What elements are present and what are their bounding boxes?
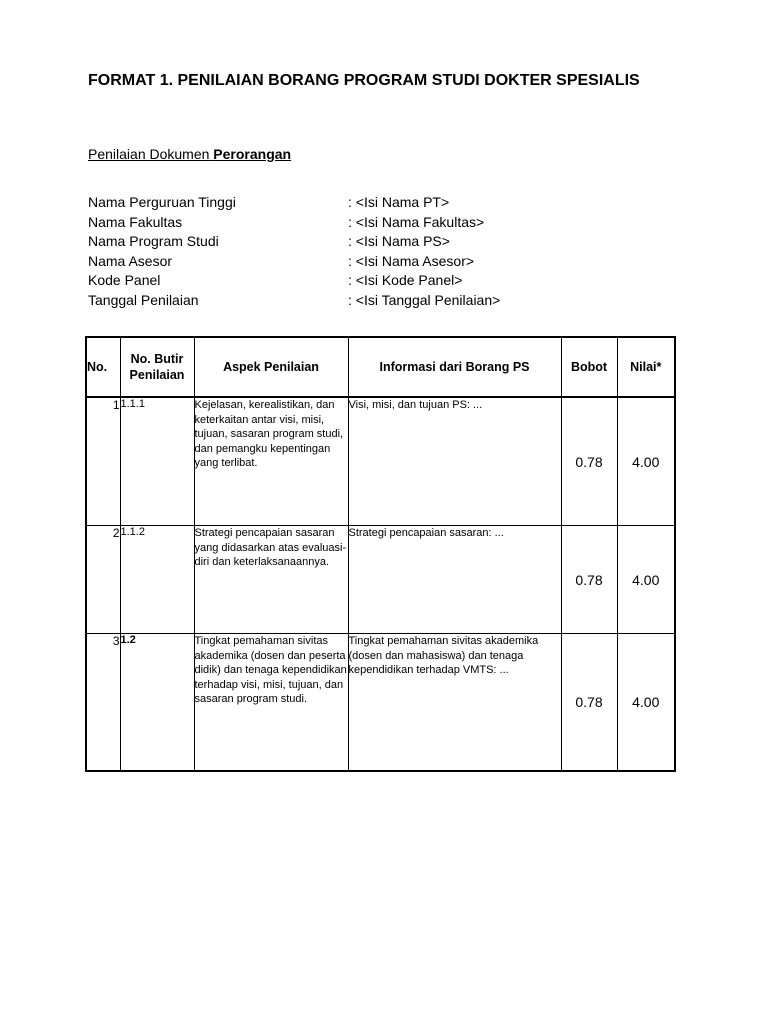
table-row: [86, 634, 675, 772]
row-number: 2: [86, 526, 120, 634]
info-fields: [88, 193, 500, 310]
document-title: FORMAT 1. PENILAIAN BORANG PROGRAM STUDI DOKTER SPESIALIS: [88, 72, 640, 89]
row-aspek: Strategi pencapaian sasaran yang didasarkan atas evaluasi-diri dan keterlaksanaannya.: [194, 526, 348, 634]
row-butir: 1.2: [120, 634, 194, 772]
info-value: : <Isi Nama Asesor>: [348, 252, 475, 269]
row-bobot: 0.78: [561, 526, 617, 634]
row-nilai: 4.00: [617, 526, 675, 634]
assessment-table: [85, 336, 676, 772]
info-row-program-studi: [88, 232, 500, 252]
info-label: Nama Asesor: [88, 252, 173, 269]
info-value: : <Isi Tanggal Penilaian>: [348, 291, 501, 308]
info-label: Nama Program Studi: [88, 233, 219, 249]
header-nilai: Nilai*: [617, 337, 675, 397]
info-row-kode-panel: [88, 271, 500, 291]
row-aspek: Tingkat pemahaman sivitas akademika (dosen dan peserta didik) dan tenaga kependidikan terhadap visi, misi, tujuan, dan sasaran program studi.: [194, 634, 348, 772]
info-label: Tanggal Penilaian: [88, 291, 199, 308]
row-aspek: Kejelasan, kerealistikan, dan keterkaitan antar visi, misi, tujuan, sasaran program studi, dan pemangku kepentingan yang terlibat.: [194, 397, 348, 526]
subtitle-emphasis: Perorangan: [213, 146, 292, 162]
row-butir: 1.1.1: [120, 397, 194, 526]
table-row: [86, 526, 675, 634]
header-informasi-borang: Informasi dari Borang PS: [348, 337, 561, 397]
row-butir: 1.1.2: [120, 526, 194, 634]
header-aspek-penilaian: Aspek Penilaian: [194, 337, 348, 397]
info-value: : <Isi Nama PS>: [348, 233, 450, 249]
header-no: No.: [86, 337, 120, 397]
row-informasi: Tingkat pemahaman sivitas akademika (dosen dan mahasiswa) dan tenaga kependidikan terhadap VMTS: ...: [348, 634, 561, 772]
row-bobot: 0.78: [561, 634, 617, 772]
info-row-asesor: [88, 252, 500, 272]
info-value: : <Isi Nama PT>: [348, 194, 450, 210]
table-header-row: [86, 337, 675, 397]
subtitle-prefix: Penilaian Dokumen: [88, 146, 214, 162]
info-label: Nama Fakultas: [88, 213, 183, 230]
header-bobot: Bobot: [561, 337, 617, 397]
row-informasi: Visi, misi, dan tujuan PS: ...: [348, 397, 561, 526]
info-label: Kode Panel: [88, 272, 161, 288]
header-no-butir: [120, 337, 194, 397]
header-no-butir-line1: No. Butir: [130, 352, 184, 366]
info-row-perguruan-tinggi: [88, 193, 500, 213]
row-informasi: Strategi pencapaian sasaran: ...: [348, 526, 561, 634]
info-row-tanggal-penilaian: [88, 291, 500, 311]
header-no-butir-line2: Penilaian: [129, 368, 185, 382]
info-label: Nama Perguruan Tinggi: [88, 194, 236, 210]
info-row-fakultas: [88, 213, 500, 233]
document-subtitle: [88, 146, 291, 162]
row-number: 3: [86, 634, 120, 772]
row-bobot: 0.78: [561, 397, 617, 526]
info-value: : <Isi Kode Panel>: [348, 272, 463, 288]
row-nilai: 4.00: [617, 634, 675, 772]
row-number: 1: [86, 397, 120, 526]
row-nilai: 4.00: [617, 397, 675, 526]
table-row: [86, 397, 675, 526]
info-value: : <Isi Nama Fakultas>: [348, 213, 485, 230]
